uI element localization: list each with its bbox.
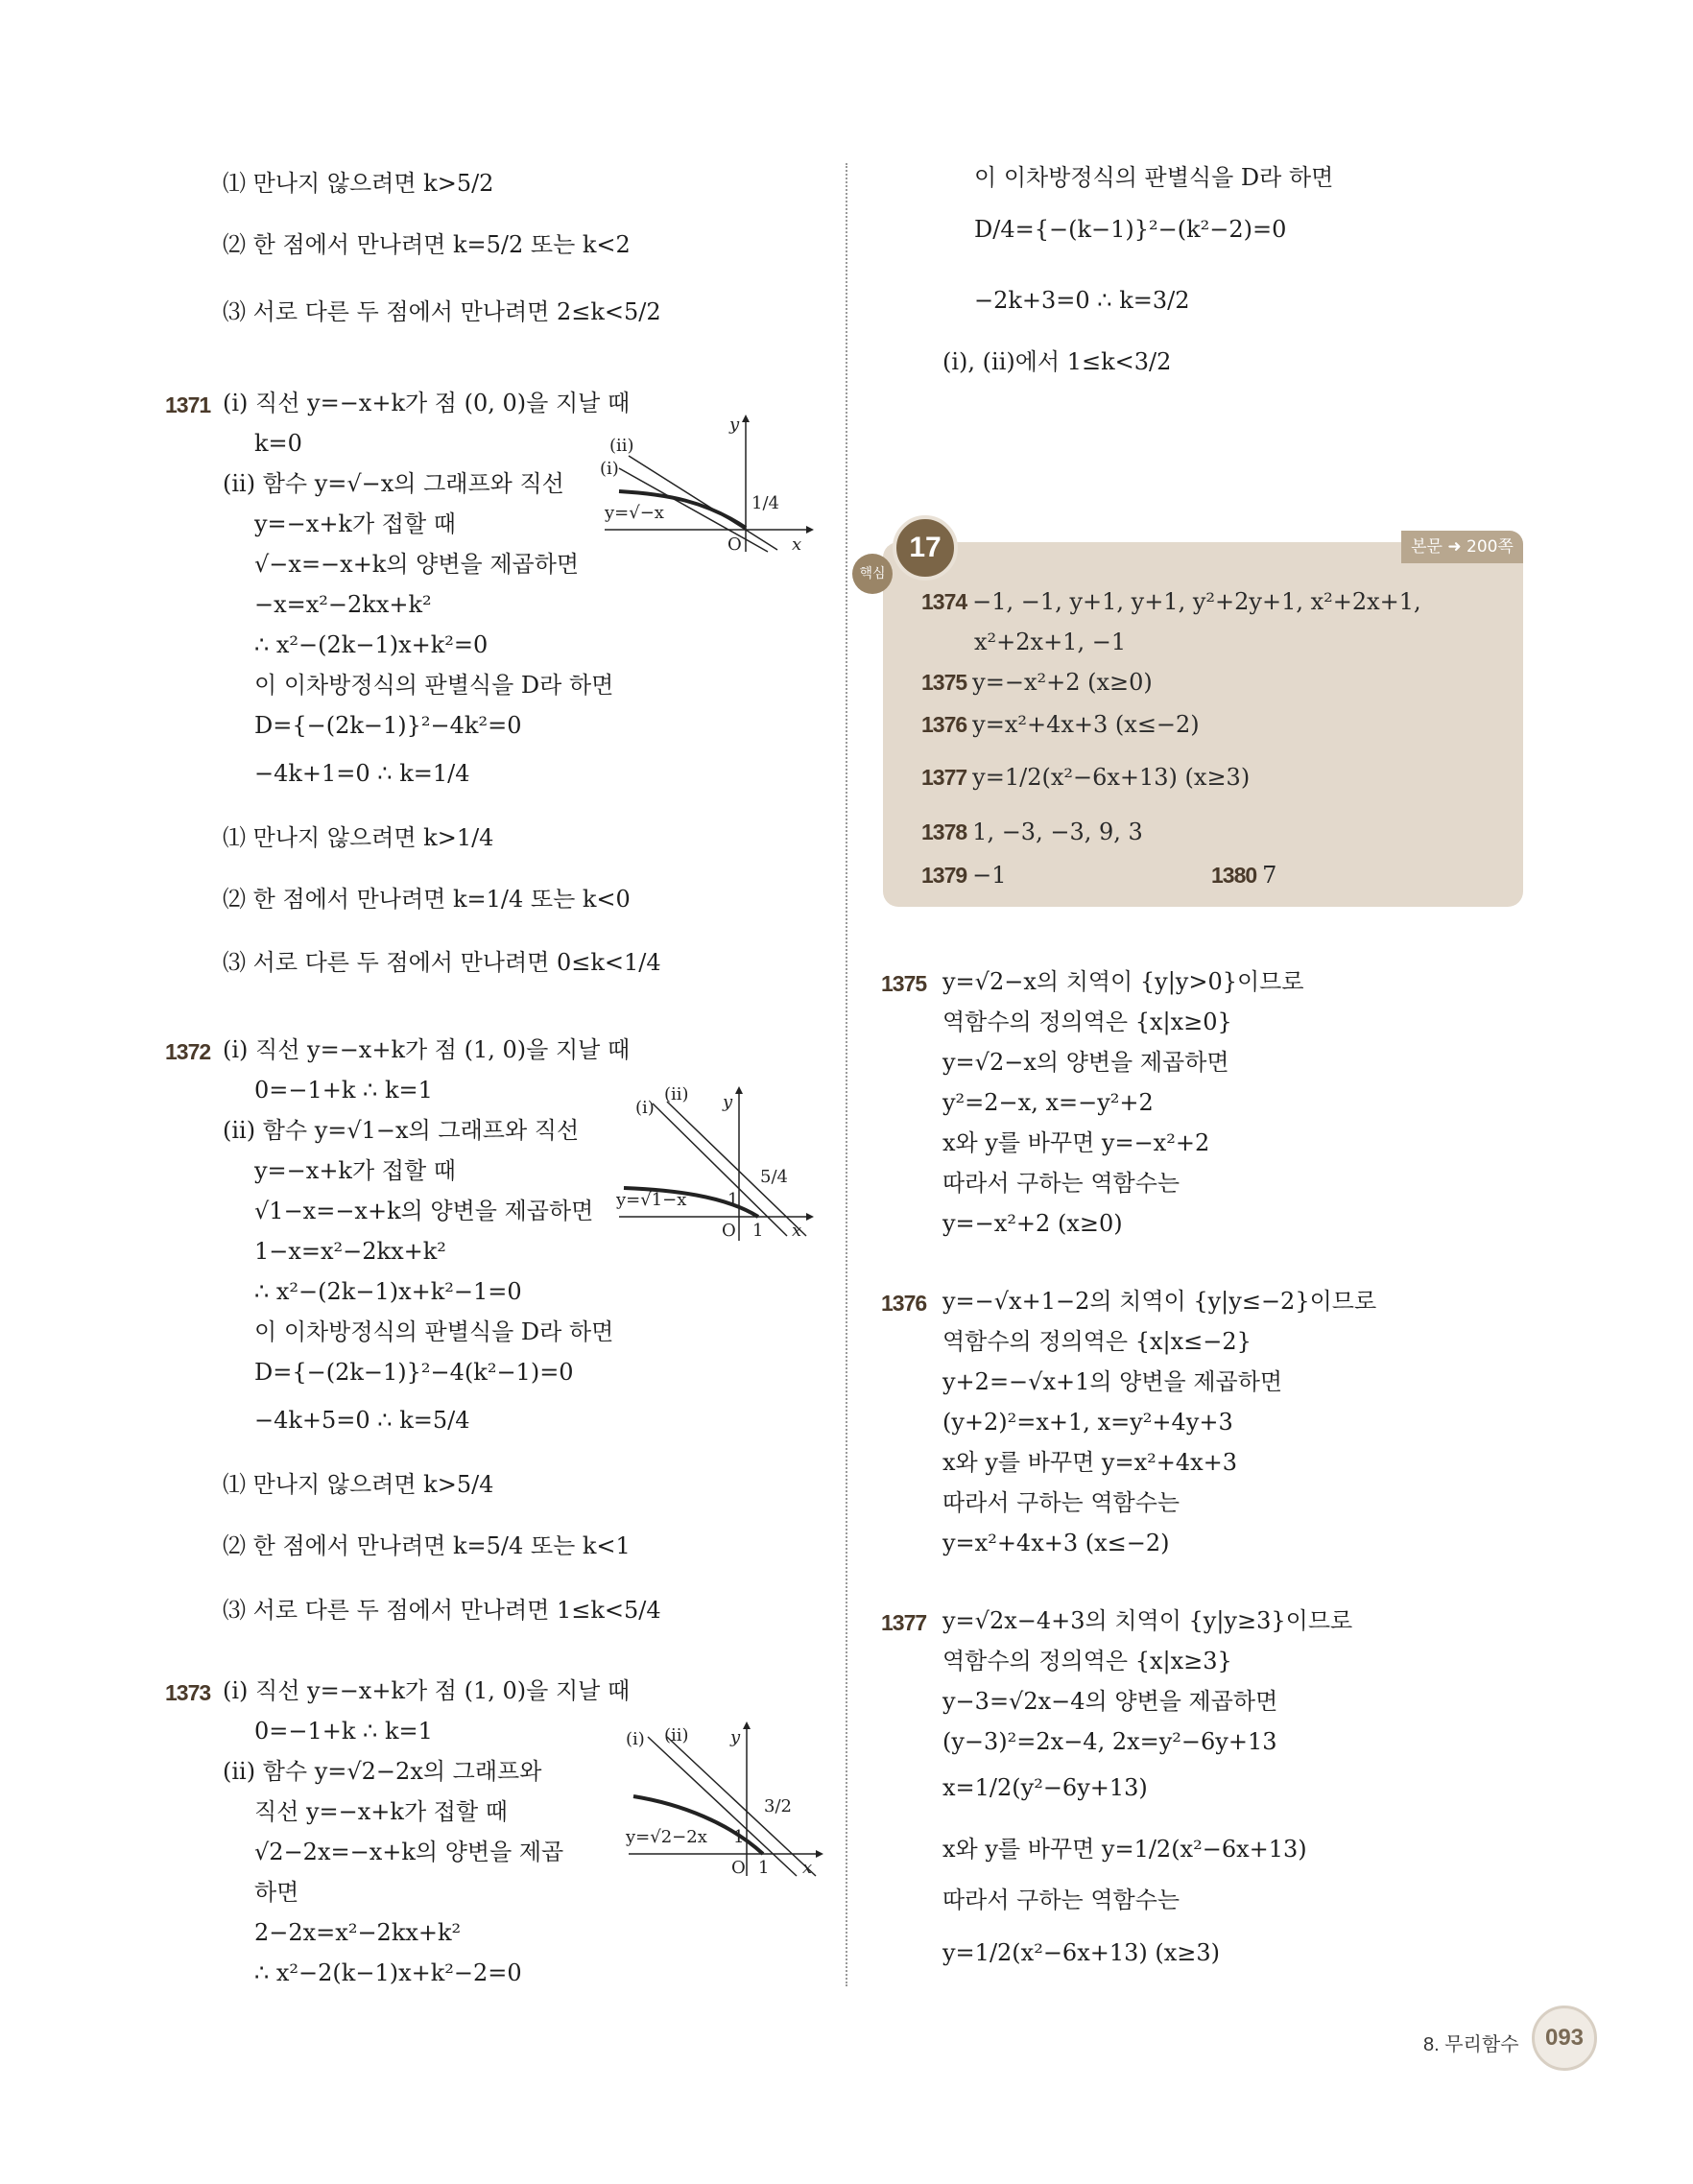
text-line: x와 y를 바꾸면 y=−x²+2 — [942, 1129, 1210, 1156]
answer-row — [921, 818, 1143, 846]
section-number-badge: 17 — [893, 515, 958, 581]
graph-label-i: (i) — [626, 1729, 645, 1749]
text-line: x와 y를 바꾸면 y=1/2(x²−6x+13) — [942, 1836, 1307, 1863]
text-line: 2−2x=x²−2kx+k² — [254, 1919, 462, 1946]
answer-row — [921, 587, 1421, 616]
text-line: D={−(2k−1)}²−4k²=0 — [254, 712, 522, 739]
graph-curve-label: y=√1−x — [616, 1190, 687, 1210]
problem-number: 1376 — [921, 712, 967, 737]
text-line: (i) 직선 y=−x+k가 점 (0, 0)을 지날 때 — [223, 390, 631, 416]
text-line: ∴ x²−(2k−1)x+k²=0 — [254, 631, 489, 658]
problem-number: 1377 — [921, 765, 967, 790]
text-line: y=1/2(x²−6x+13) (x≥3) — [942, 1939, 1221, 1966]
section-tag: 핵심 — [852, 554, 893, 594]
text-line: ⑶ 서로 다른 두 점에서 만나려면 1≤k<5/4 — [223, 1597, 661, 1624]
text-line: 역함수의 정의역은 {x|x≥0} — [942, 1009, 1232, 1035]
graph-curve-label: y=√2−2x — [626, 1827, 707, 1847]
text-line: x와 y를 바꾸면 y=x²+4x+3 — [942, 1449, 1238, 1476]
graph-y-label: y — [730, 1727, 741, 1747]
answer-text: y=x²+4x+3 (x≤−2) — [972, 711, 1200, 738]
graph-one-x: 1 — [758, 1858, 770, 1878]
text-line: ⑵ 한 점에서 만나려면 k=1/4 또는 k<0 — [223, 886, 631, 913]
text-line: y+2=−√x+1의 양변을 제곱하면 — [942, 1368, 1283, 1395]
text-line: 따라서 구하는 역함수는 — [942, 1489, 1180, 1516]
text-line: 이 이차방정식의 판별식을 D라 하면 — [974, 164, 1334, 191]
graph-1371 — [600, 413, 816, 560]
problem-number: 1373 — [165, 1680, 211, 1705]
graph-origin: O — [722, 1221, 736, 1241]
text-line: ⑶ 서로 다른 두 점에서 만나려면 0≤k<1/4 — [223, 949, 661, 976]
answer-text: y=1/2(x²−6x+13) (x≥3) — [972, 764, 1251, 791]
problem-number: 1376 — [881, 1291, 927, 1316]
graph-label-i: (i) — [600, 459, 619, 479]
answer-text: 1, −3, −3, 9, 3 — [972, 819, 1143, 845]
graph-origin: O — [731, 1858, 746, 1878]
text-line: 0=−1+k ∴ k=1 — [254, 1718, 433, 1745]
text-line: 1−x=x²−2kx+k² — [254, 1238, 446, 1265]
text-line: (i) 직선 y=−x+k가 점 (1, 0)을 지날 때 — [223, 1036, 631, 1063]
graph-x-label: x — [792, 534, 802, 555]
text-line: D={−(2k−1)}²−4(k²−1)=0 — [254, 1359, 574, 1386]
text-line: y=−x+k가 접할 때 — [254, 510, 456, 537]
graph-1373 — [624, 1718, 825, 1885]
answer-row — [1211, 861, 1276, 890]
answer-text: −1, −1, y+1, y+1, y²+2y+1, x²+2x+1, — [972, 588, 1421, 615]
text-line: 0=−1+k ∴ k=1 — [254, 1077, 433, 1104]
problem-number: 1375 — [921, 670, 967, 695]
text-line: y=−x+k가 접할 때 — [254, 1157, 456, 1184]
text-line: 하면 — [254, 1879, 299, 1906]
text-line: k=0 — [254, 430, 302, 457]
problem-number: 1378 — [921, 819, 967, 844]
text-line: ⑵ 한 점에서 만나려면 k=5/4 또는 k<1 — [223, 1532, 631, 1559]
graph-y-label: y — [723, 1092, 733, 1112]
text-line: 이 이차방정식의 판별식을 D라 하면 — [254, 1318, 614, 1345]
text-line: (i), (ii)에서 1≤k<3/2 — [942, 348, 1172, 375]
graph-x-label: x — [792, 1221, 802, 1241]
page-number: 093 — [1532, 2006, 1597, 2071]
text-line: 따라서 구하는 역함수는 — [942, 1887, 1180, 1913]
answer-text: y=−x²+2 (x≥0) — [972, 669, 1153, 696]
text-line: y=−x²+2 (x≥0) — [942, 1210, 1123, 1237]
graph-curve-label: y=√−x — [605, 503, 664, 523]
answer-text: x²+2x+1, −1 — [974, 629, 1127, 655]
page-reference[interactable]: 본문 ➜ 200쪽 — [1401, 531, 1523, 563]
graph-tick: 3/2 — [764, 1796, 792, 1816]
text-line: (i) 직선 y=−x+k가 점 (1, 0)을 지날 때 — [223, 1677, 631, 1704]
graph-origin: O — [727, 534, 742, 555]
graph-one-x: 1 — [752, 1221, 764, 1241]
text-line: ⑴ 만나지 않으려면 k>5/2 — [223, 170, 494, 197]
text-line: 역함수의 정의역은 {x|x≤−2} — [942, 1328, 1252, 1355]
problem-number: 1371 — [165, 392, 211, 417]
graph-label-i: (i) — [635, 1098, 655, 1118]
problem-number: 1374 — [921, 589, 967, 614]
answer-text: 7 — [1262, 862, 1277, 889]
text-line: √−x=−x+k의 양변을 제곱하면 — [254, 551, 580, 578]
text-line: (y−3)²=2x−4, 2x=y²−6y+13 — [942, 1728, 1277, 1755]
text-line: √1−x=−x+k의 양변을 제곱하면 — [254, 1198, 594, 1224]
text-line: y=x²+4x+3 (x≤−2) — [942, 1530, 1170, 1556]
column-divider — [846, 163, 847, 1986]
text-line: √2−2x=−x+k의 양변을 제곱 — [254, 1839, 564, 1865]
answer-row — [921, 861, 1007, 890]
text-line: y=√2x−4+3의 치역이 {y|y≥3}이므로 — [942, 1607, 1353, 1634]
answer-row — [921, 710, 1200, 739]
problem-number: 1379 — [921, 863, 967, 888]
graph-label-ii: (ii) — [664, 1084, 689, 1104]
text-line: 이 이차방정식의 판별식을 D라 하면 — [254, 672, 614, 699]
answer-row — [921, 763, 1250, 792]
graph-one: 1 — [727, 1190, 739, 1210]
answer-row — [921, 668, 1153, 697]
text-line: ⑶ 서로 다른 두 점에서 만나려면 2≤k<5/2 — [223, 298, 661, 325]
graph-one: 1 — [733, 1827, 745, 1847]
text-line: (ii) 함수 y=√−x의 그래프와 직선 — [223, 470, 564, 497]
text-line: x=1/2(y²−6y+13) — [942, 1774, 1148, 1801]
text-line: y−3=√2x−4의 양변을 제곱하면 — [942, 1688, 1278, 1715]
text-line: (y+2)²=x+1, x=y²+4y+3 — [942, 1409, 1233, 1436]
problem-number: 1377 — [881, 1610, 927, 1635]
answer-text: −1 — [972, 862, 1007, 889]
answer-row — [974, 628, 1126, 656]
text-line: D/4={−(k−1)}²−(k²−2)=0 — [974, 216, 1287, 243]
text-line: y=√2−x의 양변을 제곱하면 — [942, 1049, 1229, 1076]
text-line: ∴ x²−2(k−1)x+k²−2=0 — [254, 1959, 522, 1986]
text-line: −4k+5=0 ∴ k=5/4 — [254, 1407, 470, 1434]
text-line: −2k+3=0 ∴ k=3/2 — [974, 287, 1190, 314]
text-line: 따라서 구하는 역함수는 — [942, 1170, 1180, 1197]
text-line: ⑴ 만나지 않으려면 k>1/4 — [223, 824, 494, 851]
text-line: (ii) 함수 y=√1−x의 그래프와 직선 — [223, 1117, 580, 1144]
text-line: −x=x²−2kx+k² — [254, 591, 432, 618]
text-line: 직선 y=−x+k가 접할 때 — [254, 1798, 508, 1825]
problem-number: 1380 — [1211, 863, 1257, 888]
graph-tick: 1/4 — [751, 493, 779, 513]
text-line: y²=2−x, x=−y²+2 — [942, 1089, 1154, 1116]
problem-number: 1372 — [165, 1039, 211, 1064]
graph-x-label: x — [802, 1858, 813, 1878]
graph-tick: 5/4 — [760, 1167, 788, 1187]
problem-number: 1375 — [881, 971, 927, 996]
graph-label-ii: (ii) — [664, 1725, 689, 1745]
text-line: ∴ x²−(2k−1)x+k²−1=0 — [254, 1278, 522, 1305]
text-line: 역함수의 정의역은 {x|x≥3} — [942, 1648, 1232, 1674]
text-line: y=√2−x의 치역이 {y|y>0}이므로 — [942, 968, 1304, 995]
text-line: ⑴ 만나지 않으려면 k>5/4 — [223, 1471, 494, 1498]
text-line: ⑵ 한 점에서 만나려면 k=5/2 또는 k<2 — [223, 231, 631, 258]
text-line: y=−√x+1−2의 치역이 {y|y≤−2}이므로 — [942, 1288, 1377, 1315]
graph-y-label: y — [729, 415, 740, 435]
graph-label-ii: (ii) — [609, 436, 634, 456]
graph-1372 — [614, 1082, 816, 1249]
chapter-title: 8. 무리함수 — [1423, 2034, 1519, 2055]
text-line: (ii) 함수 y=√2−2x의 그래프와 — [223, 1758, 542, 1785]
text-line: −4k+1=0 ∴ k=1/4 — [254, 760, 470, 787]
